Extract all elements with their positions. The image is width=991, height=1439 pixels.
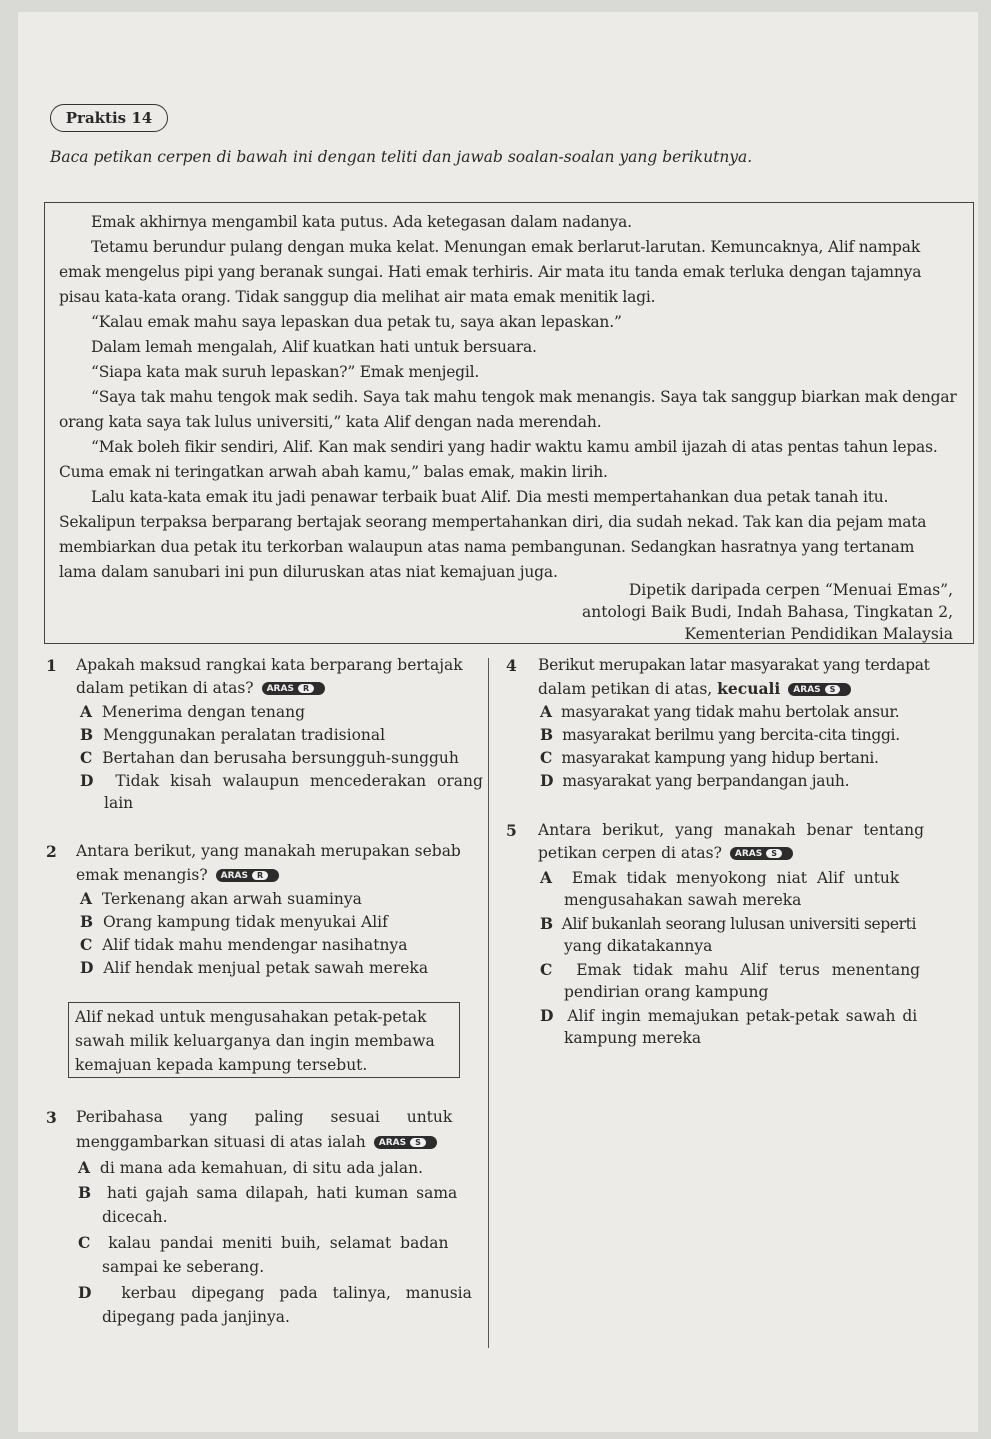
q4-stem-text: dalam petikan di atas, xyxy=(538,680,713,698)
q3-stem-text: menggambarkan situasi di atas ialah xyxy=(76,1133,366,1151)
q3-stem: Peribahasa yang paling sesuai untuk xyxy=(76,1108,453,1126)
passage-line: “Saya tak mahu tengok mak sedih. Saya tak mahu tengok mak menangis. Saya tak sanggup biarkan mak dengar xyxy=(91,388,957,406)
source-line: antologi Baik Budi, Indah Bahasa, Tingkatan 2, xyxy=(582,603,953,621)
passage-box xyxy=(44,202,974,644)
aras-badge: ARAS R xyxy=(262,682,326,695)
passage-line: Cuma emak ni teringatkan arwah abah kamu,” balas emak, makin lirih. xyxy=(59,463,608,481)
situation-box xyxy=(68,1002,460,1078)
column-divider xyxy=(488,658,489,1348)
q2-option-b[interactable]: B Orang kampung tidak menyukai Alif xyxy=(80,912,388,931)
q1-stem xyxy=(76,679,325,697)
q5-stem xyxy=(538,844,793,862)
q3-number: 3 xyxy=(46,1108,57,1127)
q5-option-b[interactable]: B Alif bukanlah seorang lulusan universiti seperti xyxy=(540,914,916,933)
q1-option-d-cont: lain xyxy=(104,794,134,812)
aras-badge: ARAS S xyxy=(374,1136,437,1149)
q3-option-d-cont: dipegang pada janjinya. xyxy=(102,1308,290,1326)
q1-option-d[interactable]: D Tidak kisah walaupun mencederakan orang xyxy=(80,771,483,790)
passage-line: membiarkan dua petak itu terkorban walaupun atas nama pembangunan. Sedangkan hasratnya yang tertanam xyxy=(59,538,915,556)
q3-option-a[interactable]: A di mana ada kemahuan, di situ ada jalan. xyxy=(78,1158,424,1177)
practice-label: Praktis 14 xyxy=(50,104,168,132)
q3-option-b[interactable]: B hati gajah sama dilapah, hati kuman sama xyxy=(78,1183,458,1202)
aras-badge: ARAS S xyxy=(730,847,793,860)
aras-badge: ARAS R xyxy=(216,869,280,882)
passage-line: pisau kata-kata orang. Tidak sanggup dia melihat air mata emak menitik lagi. xyxy=(59,288,656,306)
passage-line: “Mak boleh fikir sendiri, Alif. Kan mak sendiri yang hadir waktu kamu ambil ijazah di atas pentas tahun lepas. xyxy=(91,438,938,456)
passage-line: Sekalipun terpaksa berparang bertajak seorang mempertahankan diri, dia sudah nekad. Tak kan dia pejam mata xyxy=(59,513,927,531)
q5-option-c-cont: pendirian orang kampung xyxy=(564,983,769,1001)
q2-option-d[interactable]: D Alif hendak menjual petak sawah mereka xyxy=(80,958,429,977)
q2-option-c[interactable]: C Alif tidak mahu mendengar nasihatnya xyxy=(80,935,408,954)
passage-line: “Siapa kata mak suruh lepaskan?” Emak menjegil. xyxy=(91,363,480,381)
passage-line: Emak akhirnya mengambil kata putus. Ada ketegasan dalam nadanya. xyxy=(91,213,632,231)
q5-option-b-cont: yang dikatakannya xyxy=(564,937,713,955)
q1-option-b[interactable]: B Menggunakan peralatan tradisional xyxy=(80,725,386,744)
q5-option-a-cont: mengusahakan sawah mereka xyxy=(564,891,802,909)
q4-stem xyxy=(538,679,851,698)
source-line: Dipetik daripada cerpen “Menuai Emas”, xyxy=(628,581,953,599)
source-line: Kementerian Pendidikan Malaysia xyxy=(684,625,953,643)
q5-option-a[interactable]: A Emak tidak menyokong niat Alif untuk xyxy=(540,868,900,887)
q3-stem xyxy=(76,1133,437,1151)
q2-stem xyxy=(76,866,279,884)
situation-line: Alif nekad untuk mengusahakan petak-petak xyxy=(75,1008,427,1026)
q5-option-c[interactable]: C Emak tidak mahu Alif terus menentang xyxy=(540,960,921,979)
passage-line: Lalu kata-kata emak itu jadi penawar terbaik buat Alif. Dia mesti mempertahankan dua petak tanah itu. xyxy=(91,488,889,506)
q4-stem: Berikut merupakan latar masyarakat yang terdapat xyxy=(538,656,930,674)
q3-option-c-cont: sampai ke seberang. xyxy=(102,1258,265,1276)
q2-stem-text: emak menangis? xyxy=(76,866,208,884)
situation-line: sawah milik keluarganya dan ingin membawa xyxy=(75,1032,435,1050)
q4-option-b[interactable]: B masyarakat berilmu yang bercita-cita tinggi. xyxy=(540,725,900,744)
q1-stem-text: dalam petikan di atas? xyxy=(76,679,254,697)
q2-stem: Antara berikut, yang manakah merupakan sebab xyxy=(76,842,461,860)
q5-option-d-cont: kampung mereka xyxy=(564,1029,702,1047)
q3-option-c[interactable]: C kalau pandai meniti buih, selamat badan xyxy=(78,1233,449,1252)
q4-number: 4 xyxy=(506,656,517,675)
q4-stem-kecuali: kecuali xyxy=(717,679,781,698)
passage-line: lama dalam sanubari ini pun diluruskan atas niat kemajuan juga. xyxy=(59,563,558,581)
aras-badge: ARAS S xyxy=(788,683,851,696)
q1-option-a[interactable]: A Menerima dengan tenang xyxy=(80,702,306,721)
passage-line: Tetamu berundur pulang dengan muka kelat. Menungan emak berlarut-larutan. Kemuncaknya, Alif nampak xyxy=(91,238,921,256)
passage-line: “Kalau emak mahu saya lepaskan dua petak tu, saya akan lepaskan.” xyxy=(91,313,622,331)
passage-line: emak mengelus pipi yang beranak sungai. Hati emak terhiris. Air mata itu tanda emak terluka dengan tajamnya xyxy=(59,263,922,281)
q4-option-c[interactable]: C masyarakat kampung yang hidup bertani. xyxy=(540,748,879,767)
q5-stem: Antara berikut, yang manakah benar tentang xyxy=(538,821,925,839)
q4-option-a[interactable]: A masyarakat yang tidak mahu bertolak ansur. xyxy=(540,702,900,721)
q2-option-a[interactable]: A Terkenang akan arwah suaminya xyxy=(80,889,362,908)
q1-stem: Apakah maksud rangkai kata berparang bertajak xyxy=(76,656,463,674)
q5-stem-text: petikan cerpen di atas? xyxy=(538,844,722,862)
q5-option-d[interactable]: D Alif ingin memajukan petak-petak sawah di xyxy=(540,1006,918,1025)
q4-option-d[interactable]: D masyarakat yang berpandangan jauh. xyxy=(540,771,850,790)
passage-line: Dalam lemah mengalah, Alif kuatkan hati untuk bersuara. xyxy=(91,338,537,356)
q5-number: 5 xyxy=(506,821,517,840)
passage-line: orang kata saya tak lulus universiti,” kata Alif dengan nada merendah. xyxy=(59,413,602,431)
q3-option-b-cont: dicecah. xyxy=(102,1208,168,1226)
q1-option-c[interactable]: C Bertahan dan berusaha bersungguh-sungguh xyxy=(80,748,459,767)
instruction: Baca petikan cerpen di bawah ini dengan teliti dan jawab soalan-soalan yang berikutnya. xyxy=(50,148,753,166)
situation-line: kemajuan kepada kampung tersebut. xyxy=(75,1056,368,1074)
q1-number: 1 xyxy=(46,656,57,675)
worksheet-page xyxy=(18,12,978,1432)
q2-number: 2 xyxy=(46,842,57,861)
q3-option-d[interactable]: D kerbau dipegang pada talinya, manusia xyxy=(78,1283,472,1302)
